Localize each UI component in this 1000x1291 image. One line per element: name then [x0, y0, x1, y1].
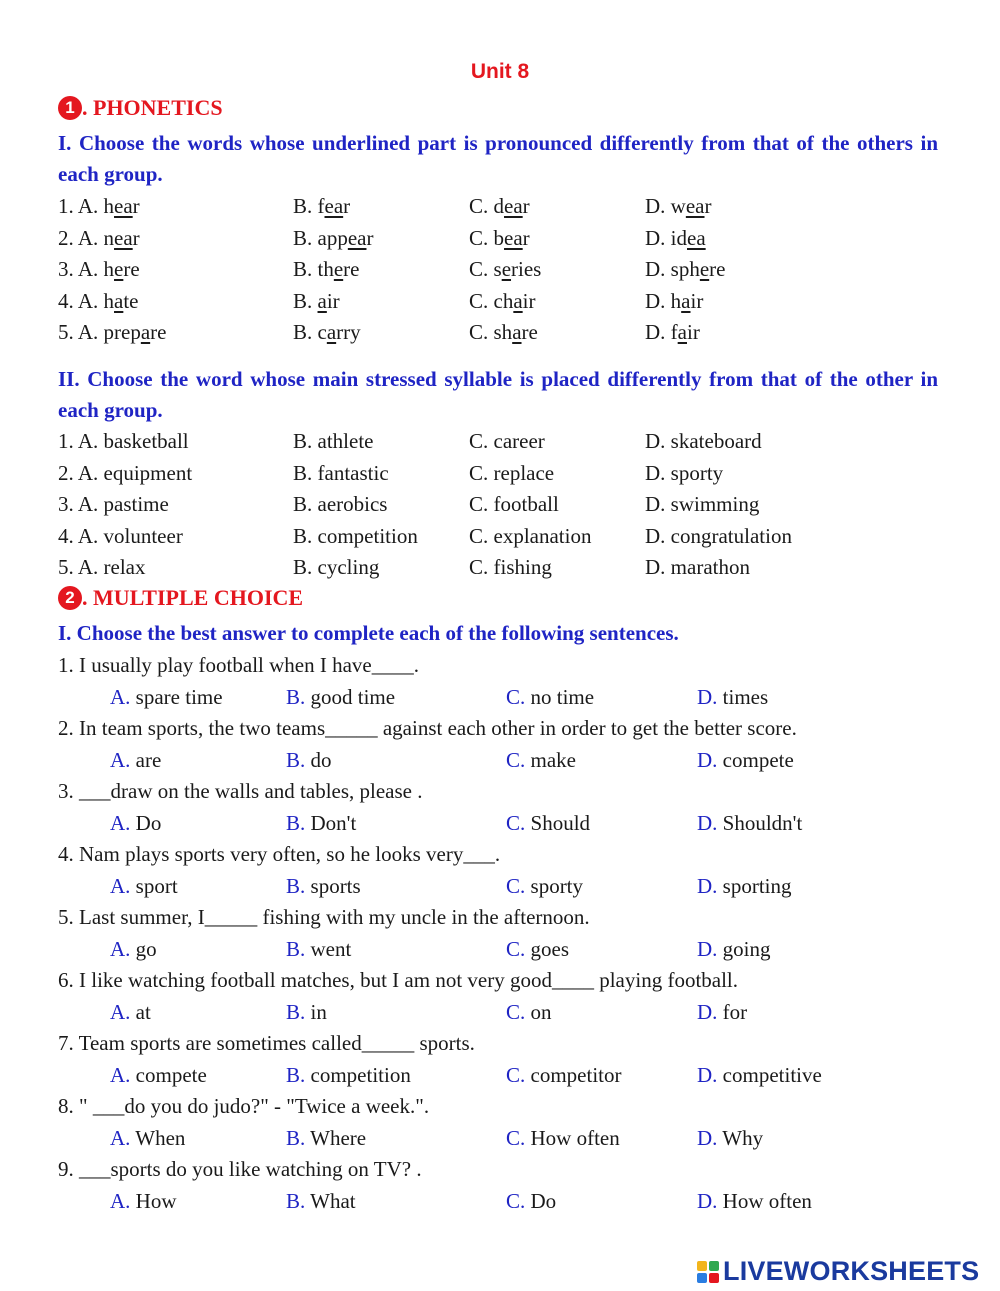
answer-option[interactable]: [286, 682, 395, 713]
option-letter: D.: [697, 684, 718, 709]
phonetics-part2-instruction: II. Choose the word whose main stressed syllable is placed differently from that of the other in each group.: [58, 367, 938, 422]
answer-option: D. idea: [645, 225, 706, 250]
option-letter: C.: [506, 747, 526, 772]
answer-option[interactable]: [506, 871, 583, 902]
option-text: Do: [525, 1188, 557, 1213]
answer-option: 4. A. volunteer: [58, 523, 183, 548]
answer-option: D. wear: [645, 194, 712, 218]
option-letter: A.: [110, 999, 131, 1024]
option-letter: C.: [506, 684, 526, 709]
option-text: sporting: [717, 873, 792, 898]
logo-tile: [709, 1261, 719, 1271]
question-text: 7. Team sports are sometimes called_____ sports.: [58, 1031, 475, 1055]
option-text: at: [130, 999, 151, 1024]
answer-option: D. congratulation: [645, 523, 792, 548]
answer-option[interactable]: [110, 1060, 207, 1091]
answer-option: D. fair: [645, 320, 700, 344]
option-letter: A.: [110, 684, 131, 709]
answer-option[interactable]: [110, 871, 178, 902]
option-letter: A.: [110, 810, 131, 835]
underlined-part: ea: [324, 194, 344, 218]
answer-option: B. cycling: [293, 555, 380, 579]
option-letter: D.: [697, 747, 718, 772]
answer-option: 5. A. relax: [58, 555, 146, 579]
option-text: spare time: [130, 684, 223, 709]
option-letter: C.: [506, 1125, 526, 1150]
answer-option: D. skateboard: [645, 429, 762, 453]
option-text: go: [130, 936, 157, 961]
option-letter: C.: [506, 810, 526, 835]
answer-option[interactable]: [506, 934, 569, 965]
section-label: . MULTIPLE CHOICE: [82, 585, 304, 610]
phonetics-part1-instruction: I. Choose the words whose underlined part is pronounced differently from that of the others in each group.: [58, 131, 938, 186]
answer-option[interactable]: [697, 808, 802, 839]
option-text: When: [130, 1125, 186, 1150]
option-letter: B.: [286, 1062, 306, 1087]
option-letter: A.: [110, 1062, 131, 1087]
option-letter: C.: [506, 1188, 526, 1213]
option-text: Where: [305, 1125, 367, 1150]
answer-option[interactable]: [286, 1123, 366, 1154]
answer-option: B. fantastic: [293, 460, 389, 485]
option-text: Should: [525, 810, 591, 835]
answer-option[interactable]: [286, 934, 351, 965]
underlined-part: ea: [504, 225, 523, 250]
answer-option[interactable]: [110, 997, 151, 1028]
answer-option: C. dear: [469, 194, 530, 218]
answer-option[interactable]: [506, 1060, 622, 1091]
liveworksheets-logo: [697, 1256, 979, 1287]
option-text: in: [305, 999, 327, 1024]
option-text: How: [130, 1188, 177, 1213]
answer-option[interactable]: [506, 997, 552, 1028]
answer-option[interactable]: [286, 997, 327, 1028]
option-letter: D.: [697, 873, 718, 898]
option-letter: C.: [506, 873, 526, 898]
answer-option: 4. A. hate: [58, 288, 139, 313]
underlined-part: ea: [347, 225, 367, 250]
answer-option: C. fishing: [469, 555, 552, 579]
section-heading-multiple-choice: [58, 585, 303, 611]
answer-option: B. athlete: [293, 429, 374, 453]
answer-option[interactable]: [506, 682, 594, 713]
option-text: Shouldn't: [717, 810, 803, 835]
underlined-part: a: [681, 288, 691, 313]
answer-option: D. sporty: [645, 460, 724, 485]
answer-option: 1. A. basketball: [58, 429, 189, 453]
answer-option: C. bear: [469, 225, 530, 250]
underlined-part: e: [114, 257, 124, 281]
logo-tiles-icon: [697, 1261, 719, 1283]
answer-option[interactable]: [697, 934, 771, 965]
option-text: goes: [525, 936, 570, 961]
underlined-part: a: [317, 288, 327, 313]
option-letter: A.: [110, 747, 131, 772]
logo-tile: [709, 1273, 719, 1283]
answer-option: B. carry: [293, 320, 361, 344]
option-text: went: [305, 936, 352, 961]
answer-option[interactable]: [286, 745, 332, 776]
option-text: do: [305, 747, 332, 772]
option-letter: B.: [286, 810, 306, 835]
answer-option: D. marathon: [645, 555, 750, 579]
answer-option: C. share: [469, 320, 538, 344]
option-letter: C.: [506, 936, 526, 961]
option-letter: D.: [697, 999, 718, 1024]
answer-option[interactable]: [697, 1186, 812, 1217]
underlined-part: ea: [685, 194, 705, 218]
answer-option[interactable]: [110, 1186, 177, 1217]
option-letter: A.: [110, 873, 131, 898]
option-text: competitive: [717, 1062, 822, 1087]
option-text: What: [305, 1188, 356, 1213]
answer-option[interactable]: [506, 1186, 556, 1217]
answer-option[interactable]: [506, 1123, 620, 1154]
option-text: for: [717, 999, 748, 1024]
option-letter: D.: [697, 936, 718, 961]
answer-option: B. appear: [293, 225, 374, 250]
answer-option[interactable]: [110, 934, 157, 965]
answer-option[interactable]: [697, 682, 768, 713]
option-text: make: [525, 747, 576, 772]
underlined-part: a: [512, 320, 522, 344]
underlined-part: ea: [114, 225, 133, 250]
option-text: no time: [525, 684, 595, 709]
underlined-part: e: [501, 257, 512, 281]
underlined-part: ea: [687, 225, 706, 250]
answer-option: C. chair: [469, 288, 536, 313]
section-number-badge: 2: [58, 586, 82, 610]
option-text: competitor: [525, 1062, 622, 1087]
option-text: on: [525, 999, 552, 1024]
option-letter: B.: [286, 999, 306, 1024]
answer-option[interactable]: [697, 997, 747, 1028]
answer-option[interactable]: [697, 871, 792, 902]
option-letter: D.: [697, 810, 718, 835]
option-text: times: [717, 684, 769, 709]
logo-tile: [697, 1273, 707, 1283]
answer-option[interactable]: [286, 1060, 411, 1091]
answer-option[interactable]: [110, 808, 161, 839]
underlined-part: ea: [114, 194, 133, 218]
option-letter: B.: [286, 936, 306, 961]
option-text: compete: [130, 1062, 207, 1087]
answer-option[interactable]: [506, 745, 576, 776]
answer-option: 2. A. near: [58, 225, 140, 250]
answer-option[interactable]: [286, 871, 361, 902]
underlined-part: a: [114, 288, 124, 313]
answer-option[interactable]: [286, 1186, 356, 1217]
option-text: competition: [305, 1062, 411, 1087]
underlined-part: a: [677, 320, 687, 344]
option-letter: A.: [110, 1125, 131, 1150]
question-text: 2. In team sports, the two teams_____ against each other in order to get the better score.: [58, 716, 797, 740]
answer-option: 5. A. prepare: [58, 320, 167, 344]
option-text: Don't: [305, 810, 357, 835]
answer-option[interactable]: [697, 745, 794, 776]
underlined-part: a: [513, 288, 523, 313]
answer-option: 1. A. hear: [58, 194, 140, 218]
option-letter: D.: [697, 1188, 718, 1213]
section-heading-phonetics: [58, 95, 223, 121]
option-text: going: [717, 936, 771, 961]
option-letter: B.: [286, 684, 306, 709]
answer-option: D. swimming: [645, 492, 760, 516]
option-text: Why: [717, 1125, 764, 1150]
underlined-part: a: [140, 320, 151, 344]
answer-option: C. football: [469, 492, 559, 516]
option-letter: C.: [506, 1062, 526, 1087]
answer-option: C. series: [469, 257, 542, 281]
answer-option: B. competition: [293, 523, 418, 548]
answer-option: 2. A. equipment: [58, 460, 193, 485]
option-letter: B.: [286, 747, 306, 772]
underlined-part: ea: [504, 194, 523, 218]
answer-option: B. air: [293, 288, 340, 313]
question-text: 1. I usually play football when I have____.: [58, 653, 419, 677]
underlined-part: e: [333, 257, 344, 281]
question-text: 9. ___sports do you like watching on TV? .: [58, 1157, 422, 1181]
option-letter: A.: [110, 936, 131, 961]
answer-option: D. sphere: [645, 257, 726, 281]
option-letter: B.: [286, 1188, 306, 1213]
option-letter: B.: [286, 1125, 306, 1150]
answer-option[interactable]: [110, 1123, 185, 1154]
answer-option: 3. A. here: [58, 257, 140, 281]
answer-option[interactable]: [697, 1123, 763, 1154]
answer-option: D. hair: [645, 288, 704, 313]
option-text: Do: [130, 810, 162, 835]
option-text: compete: [717, 747, 794, 772]
option-text: How often: [525, 1125, 620, 1150]
answer-option[interactable]: [110, 745, 161, 776]
question-text: 5. Last summer, I_____ fishing with my uncle in the afternoon.: [58, 905, 590, 929]
answer-option: B. there: [293, 257, 360, 281]
page-title: Unit 8: [470, 60, 530, 83]
question-text: 8. " ___do you do judo?" - "Twice a week.".: [58, 1094, 430, 1118]
answer-option: C. explanation: [469, 523, 592, 548]
answer-option: C. career: [469, 429, 545, 453]
logo-text: LIVEWORKSHEETS: [723, 1256, 980, 1286]
option-letter: D.: [697, 1062, 718, 1087]
option-letter: C.: [506, 999, 526, 1024]
section-number-badge: 1: [58, 96, 82, 120]
option-letter: B.: [286, 873, 306, 898]
option-text: are: [130, 747, 162, 772]
option-text: sport: [130, 873, 178, 898]
option-letter: A.: [110, 1188, 131, 1213]
answer-option: 3. A. pastime: [58, 492, 169, 516]
logo-tile: [697, 1261, 707, 1271]
answer-option[interactable]: [506, 808, 590, 839]
answer-option[interactable]: [286, 808, 356, 839]
question-text: 6. I like watching football matches, but I am not very good____ playing football.: [58, 968, 739, 992]
underlined-part: e: [699, 257, 710, 281]
answer-option[interactable]: [697, 1060, 822, 1091]
option-letter: D.: [697, 1125, 718, 1150]
option-text: good time: [305, 684, 396, 709]
answer-option: B. aerobics: [293, 492, 388, 516]
section-label: . PHONETICS: [82, 95, 223, 120]
question-text: 4. Nam plays sports very often, so he looks very___.: [58, 842, 501, 866]
option-text: How often: [717, 1188, 812, 1213]
answer-option[interactable]: [110, 682, 223, 713]
question-text: 3. ___draw on the walls and tables, please .: [58, 779, 423, 803]
mc-part1-instruction: I. Choose the best answer to complete each of the following sentences.: [58, 621, 679, 645]
option-text: sporty: [525, 873, 584, 898]
option-text: sports: [305, 873, 361, 898]
underlined-part: a: [326, 320, 337, 344]
answer-option: C. replace: [469, 460, 555, 485]
answer-option: B. fear: [293, 194, 351, 218]
